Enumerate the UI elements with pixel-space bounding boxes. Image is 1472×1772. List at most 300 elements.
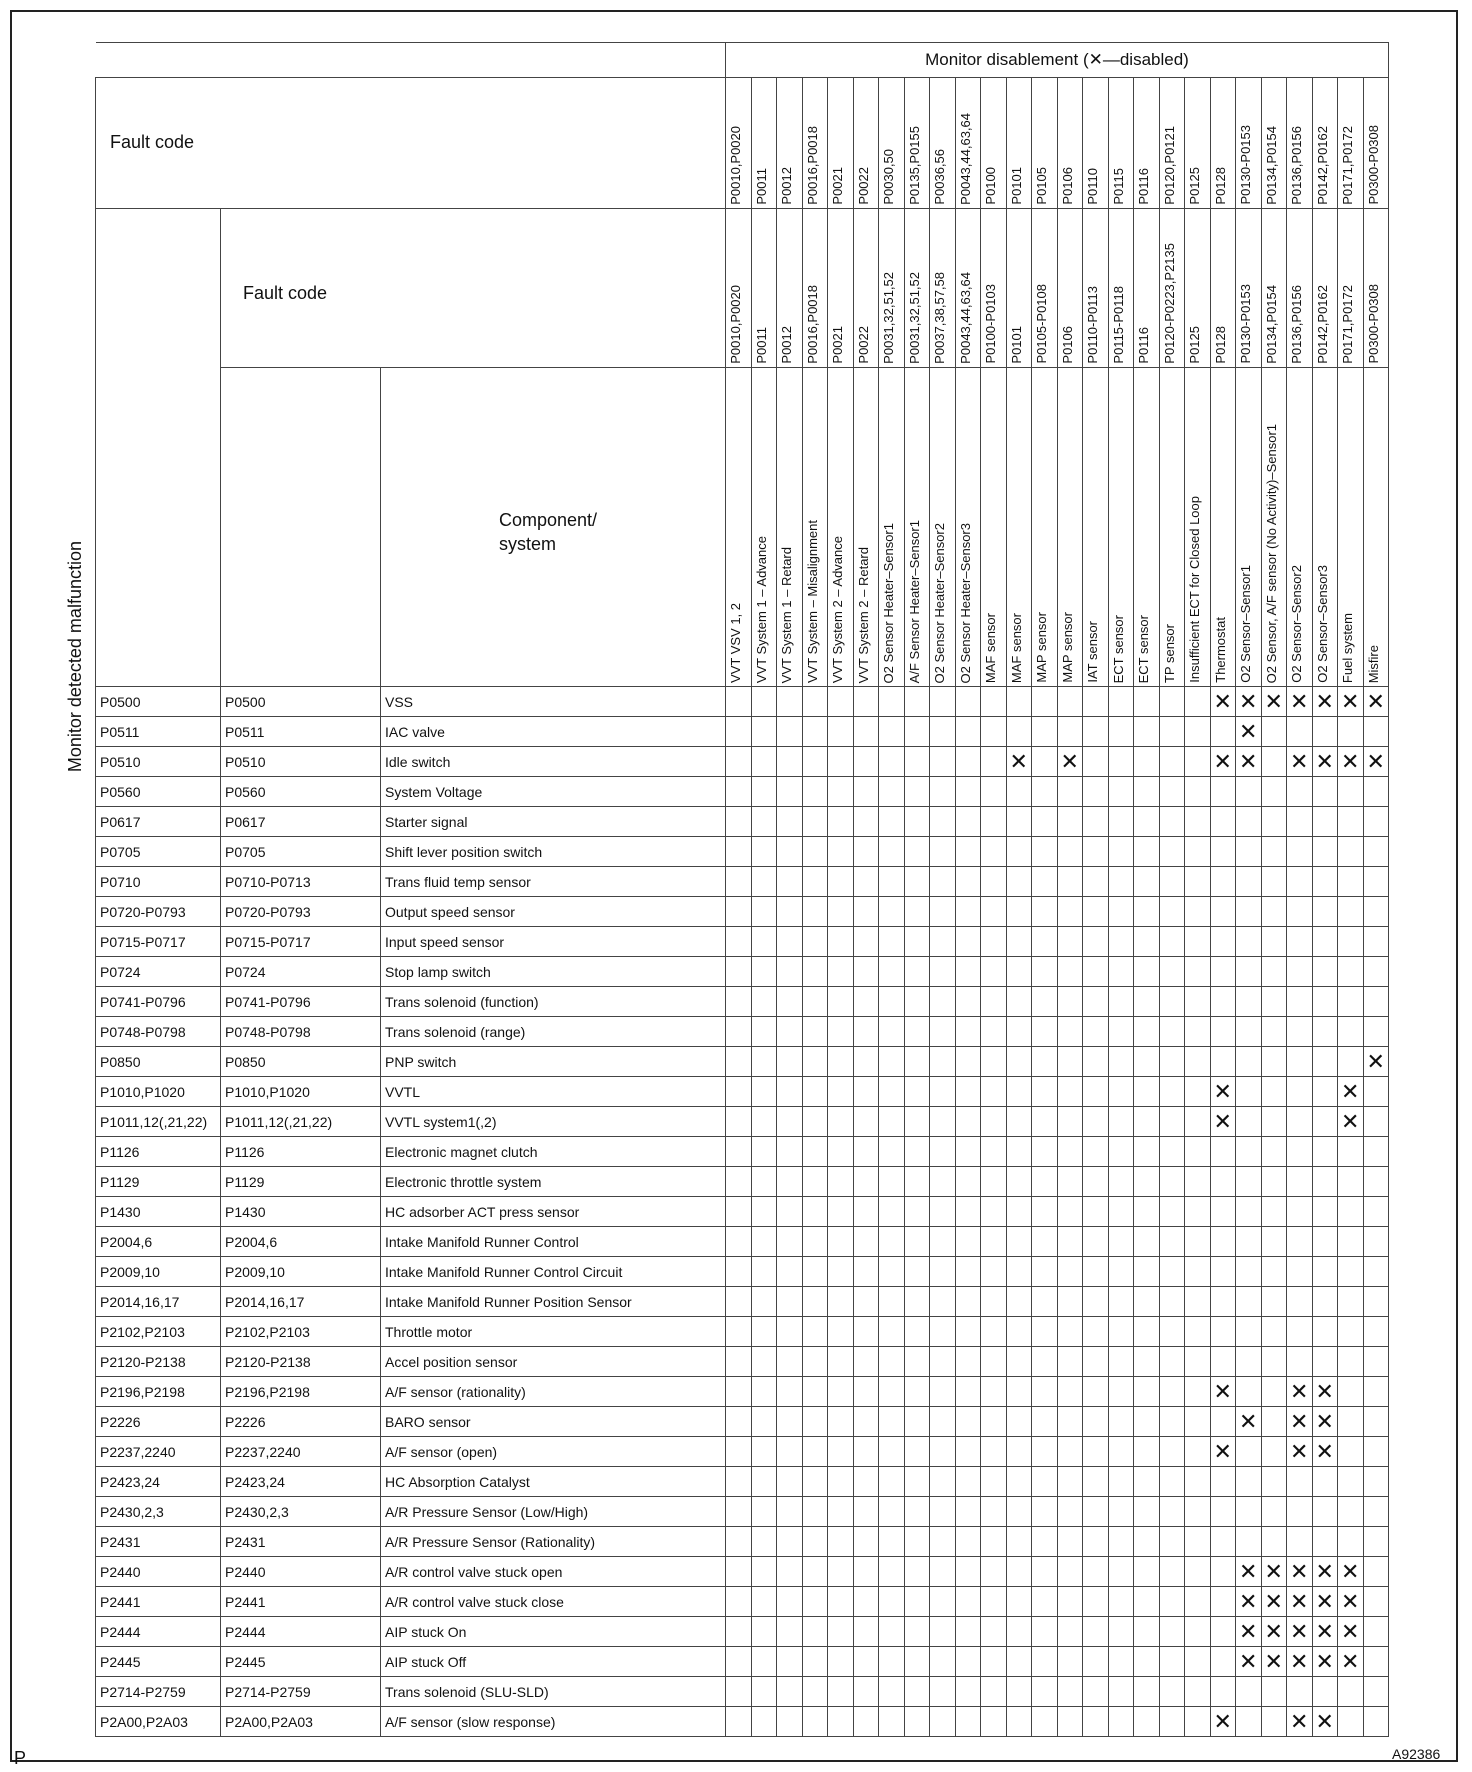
disable-cell xyxy=(777,927,803,957)
disable-cell xyxy=(777,1587,803,1617)
disable-cell xyxy=(1057,957,1083,987)
column-component-cell xyxy=(1057,368,1083,687)
disable-cell xyxy=(1363,1647,1389,1677)
disabled-mark-icon: ✕ xyxy=(1060,748,1079,774)
disable-cell xyxy=(981,837,1007,867)
row-component: Intake Manifold Runner Control Circuit xyxy=(381,1257,726,1287)
disabled-mark-icon: ✕ xyxy=(1264,1648,1283,1674)
disable-cell xyxy=(1236,807,1262,837)
disable-cell xyxy=(1312,687,1338,717)
disable-cell xyxy=(777,1047,803,1077)
disable-cell xyxy=(1210,897,1236,927)
disable-cell xyxy=(955,1227,981,1257)
disable-cell xyxy=(1083,1107,1109,1137)
disable-cell xyxy=(1134,1047,1160,1077)
disable-cell xyxy=(1134,1527,1160,1557)
column-code1-cell xyxy=(1108,78,1134,209)
disable-cell xyxy=(904,687,930,717)
disable-cell xyxy=(751,1257,777,1287)
disable-cell xyxy=(904,927,930,957)
disable-cell xyxy=(751,897,777,927)
disable-cell xyxy=(879,927,905,957)
disable-cell xyxy=(1236,777,1262,807)
column-code1-cell xyxy=(1185,78,1211,209)
row-fault-code-1: P1011,12(,21,22) xyxy=(96,1107,221,1137)
disable-cell xyxy=(1261,957,1287,987)
disable-cell xyxy=(1312,1227,1338,1257)
column-code1-cell xyxy=(904,78,930,209)
row-fault-code-2: P0510 xyxy=(221,747,381,777)
column-component-name: TP sensor xyxy=(1161,623,1177,683)
disabled-mark-icon: ✕ xyxy=(1009,748,1028,774)
disable-cell xyxy=(1185,1587,1211,1617)
disable-cell xyxy=(1134,1227,1160,1257)
table-row xyxy=(55,1527,1389,1557)
column-component-cell xyxy=(853,368,879,687)
disable-cell xyxy=(955,1407,981,1437)
disable-cell xyxy=(955,897,981,927)
disable-cell xyxy=(981,1467,1007,1497)
column-component-cell xyxy=(1287,368,1313,687)
disable-cell xyxy=(981,1197,1007,1227)
disable-cell xyxy=(1338,987,1364,1017)
column-code1-cell xyxy=(1006,78,1032,209)
disable-cell xyxy=(777,687,803,717)
disable-cell xyxy=(802,1287,828,1317)
disable-cell xyxy=(853,1137,879,1167)
table-row xyxy=(55,1677,1389,1707)
row-component: Trans solenoid (function) xyxy=(381,987,726,1017)
disable-cell xyxy=(853,717,879,747)
column-component-name: VVT System 2 – Advance xyxy=(830,535,845,683)
disable-cell xyxy=(1159,987,1185,1017)
disable-cell xyxy=(751,867,777,897)
disable-cell xyxy=(1134,957,1160,987)
column-component-cell xyxy=(1210,368,1236,687)
row-fault-code-2: P0617 xyxy=(221,807,381,837)
disable-cell xyxy=(955,687,981,717)
disable-cell xyxy=(1261,837,1287,867)
row-fault-code-1: P0617 xyxy=(96,807,221,837)
disable-cell xyxy=(1261,807,1287,837)
disable-cell xyxy=(1210,1617,1236,1647)
disable-cell xyxy=(1083,1227,1109,1257)
row-fault-code-1: P2441 xyxy=(96,1587,221,1617)
disable-cell xyxy=(879,717,905,747)
disable-cell xyxy=(1108,1647,1134,1677)
disable-cell xyxy=(930,1047,956,1077)
disable-cell xyxy=(955,1617,981,1647)
disabled-mark-icon: ✕ xyxy=(1315,1438,1334,1464)
disable-cell xyxy=(1006,837,1032,867)
disable-cell xyxy=(1287,1227,1313,1257)
column-component-name: O2 Sensor Heater–Sensor1 xyxy=(881,522,896,683)
disable-cell xyxy=(828,1347,854,1377)
disable-cell xyxy=(1083,957,1109,987)
row-fault-code-2: P2423,24 xyxy=(221,1467,381,1497)
column-code1-cell xyxy=(1236,78,1262,209)
table-row xyxy=(55,1407,1389,1437)
table-row xyxy=(55,747,1389,777)
disable-cell xyxy=(1006,1107,1032,1137)
disable-cell xyxy=(1159,1227,1185,1257)
disabled-mark-icon: ✕ xyxy=(1341,1648,1360,1674)
disable-cell xyxy=(1032,1437,1058,1467)
disable-cell xyxy=(930,957,956,987)
disable-cell xyxy=(1210,1497,1236,1527)
column-component-cell xyxy=(1006,368,1032,687)
disable-cell xyxy=(1159,1377,1185,1407)
disable-cell xyxy=(1287,867,1313,897)
disable-cell xyxy=(1006,777,1032,807)
disable-cell xyxy=(955,927,981,957)
column-code2: P0105-P0108 xyxy=(1034,284,1049,364)
column-code2-cell xyxy=(1236,209,1262,368)
column-code2-cell xyxy=(1312,209,1338,368)
disable-cell xyxy=(981,687,1007,717)
row-component: Electronic throttle system xyxy=(381,1167,726,1197)
column-code2-cell xyxy=(1134,209,1160,368)
disable-cell xyxy=(1261,1047,1287,1077)
disable-cell xyxy=(1134,1707,1160,1737)
disable-cell xyxy=(930,687,956,717)
disable-cell xyxy=(1261,687,1287,717)
disable-cell xyxy=(726,957,752,987)
disable-cell xyxy=(828,1287,854,1317)
disable-cell xyxy=(1032,1257,1058,1287)
disable-cell xyxy=(1006,1257,1032,1287)
disable-cell xyxy=(1312,987,1338,1017)
disable-cell xyxy=(751,1587,777,1617)
disable-cell xyxy=(955,1707,981,1737)
disable-cell xyxy=(1134,1497,1160,1527)
column-code2-cell xyxy=(1083,209,1109,368)
disable-cell xyxy=(955,747,981,777)
disable-cell xyxy=(1210,1107,1236,1137)
disable-cell xyxy=(904,1047,930,1077)
disable-cell xyxy=(981,807,1007,837)
table-row xyxy=(55,1137,1389,1167)
column-code2-cell xyxy=(1261,209,1287,368)
disable-cell xyxy=(1006,717,1032,747)
disable-cell xyxy=(1032,1557,1058,1587)
disable-cell xyxy=(1261,1017,1287,1047)
disable-cell xyxy=(1159,1647,1185,1677)
disable-cell xyxy=(930,1017,956,1047)
row-fault-code-2: P2445 xyxy=(221,1647,381,1677)
disable-cell xyxy=(879,1257,905,1287)
column-component-cell xyxy=(955,368,981,687)
disable-cell xyxy=(777,1347,803,1377)
disable-cell xyxy=(802,1197,828,1227)
disable-cell xyxy=(1032,1167,1058,1197)
row-component: Shift lever position switch xyxy=(381,837,726,867)
disable-cell xyxy=(1236,1137,1262,1167)
row-fault-code-2: P1129 xyxy=(221,1167,381,1197)
disable-cell xyxy=(751,1287,777,1317)
disable-cell xyxy=(1159,1077,1185,1107)
disable-cell xyxy=(1236,1647,1262,1677)
disable-cell xyxy=(1057,1317,1083,1347)
column-component-name: VVT System 2 – Retard xyxy=(855,546,871,683)
column-code2-cell xyxy=(1338,209,1364,368)
disable-cell xyxy=(1236,1587,1262,1617)
disable-cell xyxy=(1134,747,1160,777)
disable-cell xyxy=(1287,1137,1313,1167)
disable-cell xyxy=(1159,1437,1185,1467)
disable-cell xyxy=(1338,897,1364,927)
disabled-mark-icon: ✕ xyxy=(1366,1048,1385,1074)
disable-cell xyxy=(1108,1107,1134,1137)
column-component-name: O2 Sensor Heater–Sensor3 xyxy=(957,522,973,683)
disable-cell xyxy=(1006,1617,1032,1647)
disable-cell xyxy=(1006,1317,1032,1347)
disable-cell xyxy=(853,1287,879,1317)
disable-cell xyxy=(1032,1647,1058,1677)
disable-cell xyxy=(777,987,803,1017)
row-component: Idle switch xyxy=(381,747,726,777)
disable-cell xyxy=(1006,1347,1032,1377)
disable-cell xyxy=(1134,777,1160,807)
disable-cell xyxy=(1108,837,1134,867)
column-component-name: MAF sensor xyxy=(983,612,998,683)
header-component-row xyxy=(55,368,1389,687)
row-fault-code-1: P2431 xyxy=(96,1527,221,1557)
column-component-name: O2 Sensor–Sensor3 xyxy=(1314,565,1330,683)
disable-cell xyxy=(955,837,981,867)
disable-cell xyxy=(828,1317,854,1347)
disable-cell xyxy=(1210,1197,1236,1227)
disable-cell xyxy=(904,807,930,837)
disable-cell xyxy=(1261,1467,1287,1497)
disable-cell xyxy=(1261,1167,1287,1197)
disable-cell xyxy=(955,1257,981,1287)
disable-cell xyxy=(802,1227,828,1257)
disabled-mark-icon: ✕ xyxy=(1239,1618,1258,1644)
row-fault-code-1: P2102,P2103 xyxy=(96,1317,221,1347)
column-component-name: ECT sensor xyxy=(1110,614,1126,683)
disable-cell xyxy=(1083,1527,1109,1557)
disable-cell xyxy=(1338,717,1364,747)
disable-cell xyxy=(1083,1377,1109,1407)
disable-cell xyxy=(1083,807,1109,837)
disable-cell xyxy=(1210,1227,1236,1257)
disable-cell xyxy=(1185,1257,1211,1287)
row-component: A/R control valve stuck close xyxy=(381,1587,726,1617)
row-component: Accel position sensor xyxy=(381,1347,726,1377)
disable-cell xyxy=(879,1377,905,1407)
disable-cell xyxy=(802,1347,828,1377)
row-component: Throttle motor xyxy=(381,1317,726,1347)
disable-cell xyxy=(802,957,828,987)
disable-cell xyxy=(904,1257,930,1287)
disable-cell xyxy=(879,687,905,717)
disable-cell xyxy=(1261,1557,1287,1587)
disable-cell xyxy=(828,1167,854,1197)
disable-cell xyxy=(1338,1287,1364,1317)
disable-cell xyxy=(1159,1677,1185,1707)
disable-cell xyxy=(1057,1137,1083,1167)
disable-cell xyxy=(1083,1137,1109,1167)
disable-cell xyxy=(1287,1317,1313,1347)
row-fault-code-2: P1011,12(,21,22) xyxy=(221,1107,381,1137)
column-code1: P0300-P0308 xyxy=(1365,125,1381,205)
disable-cell xyxy=(879,1287,905,1317)
disable-cell xyxy=(828,897,854,927)
disabled-mark-icon: ✕ xyxy=(1315,1708,1334,1734)
disable-cell xyxy=(1363,1587,1389,1617)
table-row xyxy=(55,1047,1389,1077)
column-code1: P0135,P0155 xyxy=(906,126,922,205)
disable-cell xyxy=(904,1467,930,1497)
disable-cell xyxy=(904,1137,930,1167)
disable-cell xyxy=(904,897,930,927)
column-code1-cell xyxy=(930,78,956,209)
disable-cell xyxy=(981,1257,1007,1287)
column-component-cell xyxy=(1134,368,1160,687)
disabled-mark-icon: ✕ xyxy=(1315,1588,1334,1614)
disable-cell xyxy=(930,717,956,747)
disable-cell xyxy=(1083,1467,1109,1497)
disable-cell xyxy=(1338,1677,1364,1707)
disable-cell xyxy=(981,1407,1007,1437)
disable-cell xyxy=(1261,867,1287,897)
disable-cell xyxy=(853,1617,879,1647)
column-code2: P0120-P0223,P2135 xyxy=(1161,243,1177,364)
disable-cell xyxy=(930,1317,956,1347)
column-code2: P0300-P0308 xyxy=(1365,284,1381,364)
disable-cell xyxy=(1134,1257,1160,1287)
disable-cell xyxy=(1083,1017,1109,1047)
disable-cell xyxy=(1287,807,1313,837)
disable-cell xyxy=(1108,1677,1134,1707)
disable-cell xyxy=(726,1587,752,1617)
disable-cell xyxy=(777,1707,803,1737)
disabled-mark-icon: ✕ xyxy=(1239,1648,1258,1674)
disable-cell xyxy=(1236,987,1262,1017)
disable-cell xyxy=(777,837,803,867)
disable-cell xyxy=(1185,1557,1211,1587)
disable-cell xyxy=(1363,1497,1389,1527)
disable-cell xyxy=(1236,717,1262,747)
disable-cell xyxy=(1057,987,1083,1017)
disable-cell xyxy=(1236,897,1262,927)
disable-cell xyxy=(1210,777,1236,807)
table-row xyxy=(55,1377,1389,1407)
disable-cell xyxy=(751,1347,777,1377)
disable-cell xyxy=(1287,1167,1313,1197)
disable-cell xyxy=(879,1407,905,1437)
column-component-name: VVT System 1 – Advance xyxy=(753,535,769,683)
disable-cell xyxy=(955,1527,981,1557)
disable-cell xyxy=(1159,1317,1185,1347)
corner-blank xyxy=(96,43,726,78)
disable-cell xyxy=(1185,1317,1211,1347)
disable-cell xyxy=(828,1017,854,1047)
disable-cell xyxy=(879,1167,905,1197)
column-code2-cell xyxy=(1287,209,1313,368)
disable-cell xyxy=(1108,1347,1134,1377)
disable-cell xyxy=(1057,1557,1083,1587)
column-code1-cell xyxy=(853,78,879,209)
column-component-name: VVT System – Misalignment xyxy=(804,519,820,683)
row-fault-code-2: P2009,10 xyxy=(221,1257,381,1287)
disable-cell xyxy=(1312,1137,1338,1167)
row-component: VVTL xyxy=(381,1077,726,1107)
disable-cell xyxy=(1338,1407,1364,1437)
row-fault-code-1: P2430,2,3 xyxy=(96,1497,221,1527)
disable-cell xyxy=(1032,1317,1058,1347)
row-fault-code-1: P2444 xyxy=(96,1617,221,1647)
row-fault-code-2: P2714-P2759 xyxy=(221,1677,381,1707)
column-component-cell xyxy=(777,368,803,687)
disable-cell xyxy=(1287,1707,1313,1737)
disable-cell xyxy=(1108,1377,1134,1407)
column-component-name: IAT sensor xyxy=(1085,621,1100,683)
column-code2-cell xyxy=(955,209,981,368)
row-component: Input speed sensor xyxy=(381,927,726,957)
disable-cell xyxy=(1210,1407,1236,1437)
disable-cell xyxy=(751,747,777,777)
disable-cell xyxy=(1006,987,1032,1017)
disable-cell xyxy=(751,1047,777,1077)
row-component: IAC valve xyxy=(381,717,726,747)
disable-cell xyxy=(802,1467,828,1497)
disable-cell xyxy=(879,1647,905,1677)
disable-cell xyxy=(1363,1377,1389,1407)
column-code1-cell xyxy=(1363,78,1389,209)
disable-cell xyxy=(1006,747,1032,777)
disable-cell xyxy=(828,1407,854,1437)
disable-cell xyxy=(1006,1707,1032,1737)
disable-cell xyxy=(981,987,1007,1017)
disable-cell xyxy=(930,1077,956,1107)
disable-cell xyxy=(1236,1077,1262,1107)
disable-cell xyxy=(1312,1107,1338,1137)
disable-cell xyxy=(981,1317,1007,1347)
row-fault-code-2: P2120-P2138 xyxy=(221,1347,381,1377)
disable-cell xyxy=(1338,1137,1364,1167)
disable-cell xyxy=(1159,1257,1185,1287)
disable-cell xyxy=(1338,1467,1364,1497)
header-fault-code-row-2 xyxy=(55,209,1389,368)
disable-cell xyxy=(1287,687,1313,717)
disable-cell xyxy=(955,1677,981,1707)
disable-cell xyxy=(1261,1137,1287,1167)
disable-cell xyxy=(955,1317,981,1347)
disable-cell xyxy=(930,1287,956,1317)
table-row xyxy=(55,1647,1389,1677)
disable-cell xyxy=(955,1047,981,1077)
table-row xyxy=(55,1107,1389,1137)
disable-cell xyxy=(726,1287,752,1317)
row-fault-code-1: P0710 xyxy=(96,867,221,897)
disable-cell xyxy=(1261,897,1287,927)
disabled-mark-icon: ✕ xyxy=(1264,1618,1283,1644)
disable-cell xyxy=(1108,1707,1134,1737)
table-row xyxy=(55,777,1389,807)
disable-cell xyxy=(1185,957,1211,987)
disable-cell xyxy=(1032,1377,1058,1407)
disable-cell xyxy=(802,987,828,1017)
row-fault-code-2: P2102,P2103 xyxy=(221,1317,381,1347)
disable-cell xyxy=(777,1287,803,1317)
disable-cell xyxy=(1363,1287,1389,1317)
disable-cell xyxy=(777,897,803,927)
disable-cell xyxy=(802,837,828,867)
disable-cell xyxy=(1338,1227,1364,1257)
header-fault-code-row-1 xyxy=(55,78,1389,209)
